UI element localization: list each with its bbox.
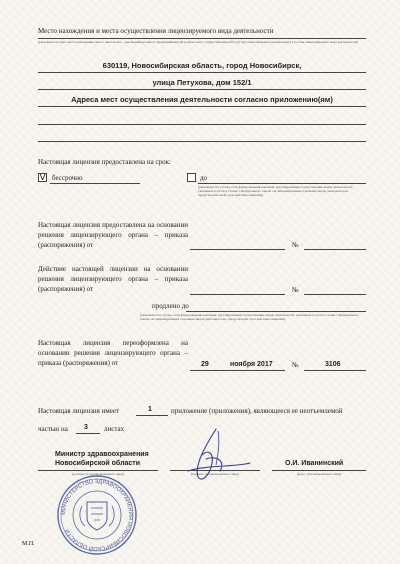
divider [38, 38, 366, 39]
divider [136, 415, 168, 416]
divider [38, 106, 366, 107]
signature-image [176, 425, 256, 483]
divider [272, 470, 366, 471]
sign-hint: (подпись уполномоченного лица) [190, 472, 240, 476]
divider [186, 311, 366, 312]
check-mark-icon: V [39, 172, 46, 183]
location-hint: (указываются адрес места нахождения (место жительства – для индивидуального предпринимателя) и адреса мест осуществления работ (услуг), выполняемых (оказываемых) в составе лицензируемого вида деятельности) [38, 40, 359, 44]
address-line-1: 630119, Новосибирская область, город Новосибирск, [102, 61, 302, 70]
org-hint: (должность уполномоченного лица) [72, 472, 124, 476]
appendix-text-after: приложение (приложения), являющееся ее неотъемлемой [171, 407, 343, 415]
reissue-text: Настоящая лицензия переоформлена на основании решения лицензирующего органа – приказа (распоряжения) от [38, 339, 188, 367]
divider [76, 433, 100, 434]
name-hint: (ф.и.о. уполномоченного лица) [296, 472, 342, 476]
number-line [304, 249, 366, 250]
part-label: частью на [38, 425, 68, 433]
official-stamp [56, 474, 138, 556]
term-hint: (указывается в случае, если федеральными законами, регулирующими осуществление видов деятельности, указанных в части 4 статьи 1 Федерального закона «О лицензировании отдельных видов деятельности», предусмотрен иной срок действия лицензии) [198, 185, 354, 198]
stamp-text: МИНИСТЕРСТВО ЗДРАВООХРАНЕНИЯ НОВОСИБИРСКОЙ ОБЛАСТИ [60, 478, 134, 552]
divider [50, 183, 140, 184]
address-line-2: улица Петухова, дом 152/1 [152, 78, 252, 87]
signatory-name: О.И. Иванинский [285, 460, 344, 467]
stamp-label: М.П. [22, 541, 35, 547]
term-label: Настоящая лицензия предоставлена на срок: [38, 158, 171, 166]
reissue-day: 29 [201, 361, 209, 368]
number-line [304, 370, 366, 371]
grant-no-label: № [292, 241, 299, 249]
until-label: до [200, 174, 208, 182]
extension-no-label: № [292, 286, 299, 294]
sheets-label: листах [104, 425, 125, 433]
number-line [304, 294, 366, 295]
date-line [190, 294, 285, 295]
divider [38, 470, 158, 471]
signatory-org-line-1: Министр здравоохранения [55, 451, 149, 458]
extension-text: Действие настоящей лицензии на основании решения лицензирующего органа – приказа (распоряжения) от [38, 265, 188, 293]
reissue-month-year: ноября 2017 [230, 361, 273, 368]
unlimited-label: бессрочно [52, 174, 83, 182]
address-line-3: Адреса мест осуществления деятельности согласно приложению(ям) [71, 95, 333, 104]
date-line [190, 370, 285, 371]
date-line [190, 249, 285, 250]
reissue-no-label: № [292, 361, 299, 369]
divider [38, 89, 366, 90]
extension-hint: (указывается в случае, если федеральными законами, регулирующими осуществление видов деятельности, указанных в части 4 статьи 1 Федерального закона «О лицензировании отдельных видов деятельности», предусмотрен срок действия лицензии) [140, 313, 359, 322]
divider [198, 183, 366, 184]
sheets-count: 3 [84, 424, 88, 431]
until-checkbox [187, 173, 196, 182]
extended-until-label: продлено до [152, 302, 189, 310]
appendix-count: 1 [148, 406, 152, 413]
divider [38, 124, 366, 125]
divider [38, 141, 366, 142]
location-title: Место нахождения и места осуществления лицензируемого вида деятельности [38, 27, 274, 35]
reissue-number: 3106 [325, 361, 341, 368]
svg-text:МИНИСТЕРСТВО ЗДРАВООХРАНЕНИЯ Н [61, 479, 133, 553]
appendix-text-before: Настоящая лицензия имеет [38, 407, 120, 415]
signatory-org-line-2: Новосибирской области [55, 460, 141, 467]
divider [38, 72, 366, 73]
grant-text: Настоящая лицензия предоставлена на основании решения лицензирующего органа – приказа (распоряжения) от [38, 221, 188, 249]
